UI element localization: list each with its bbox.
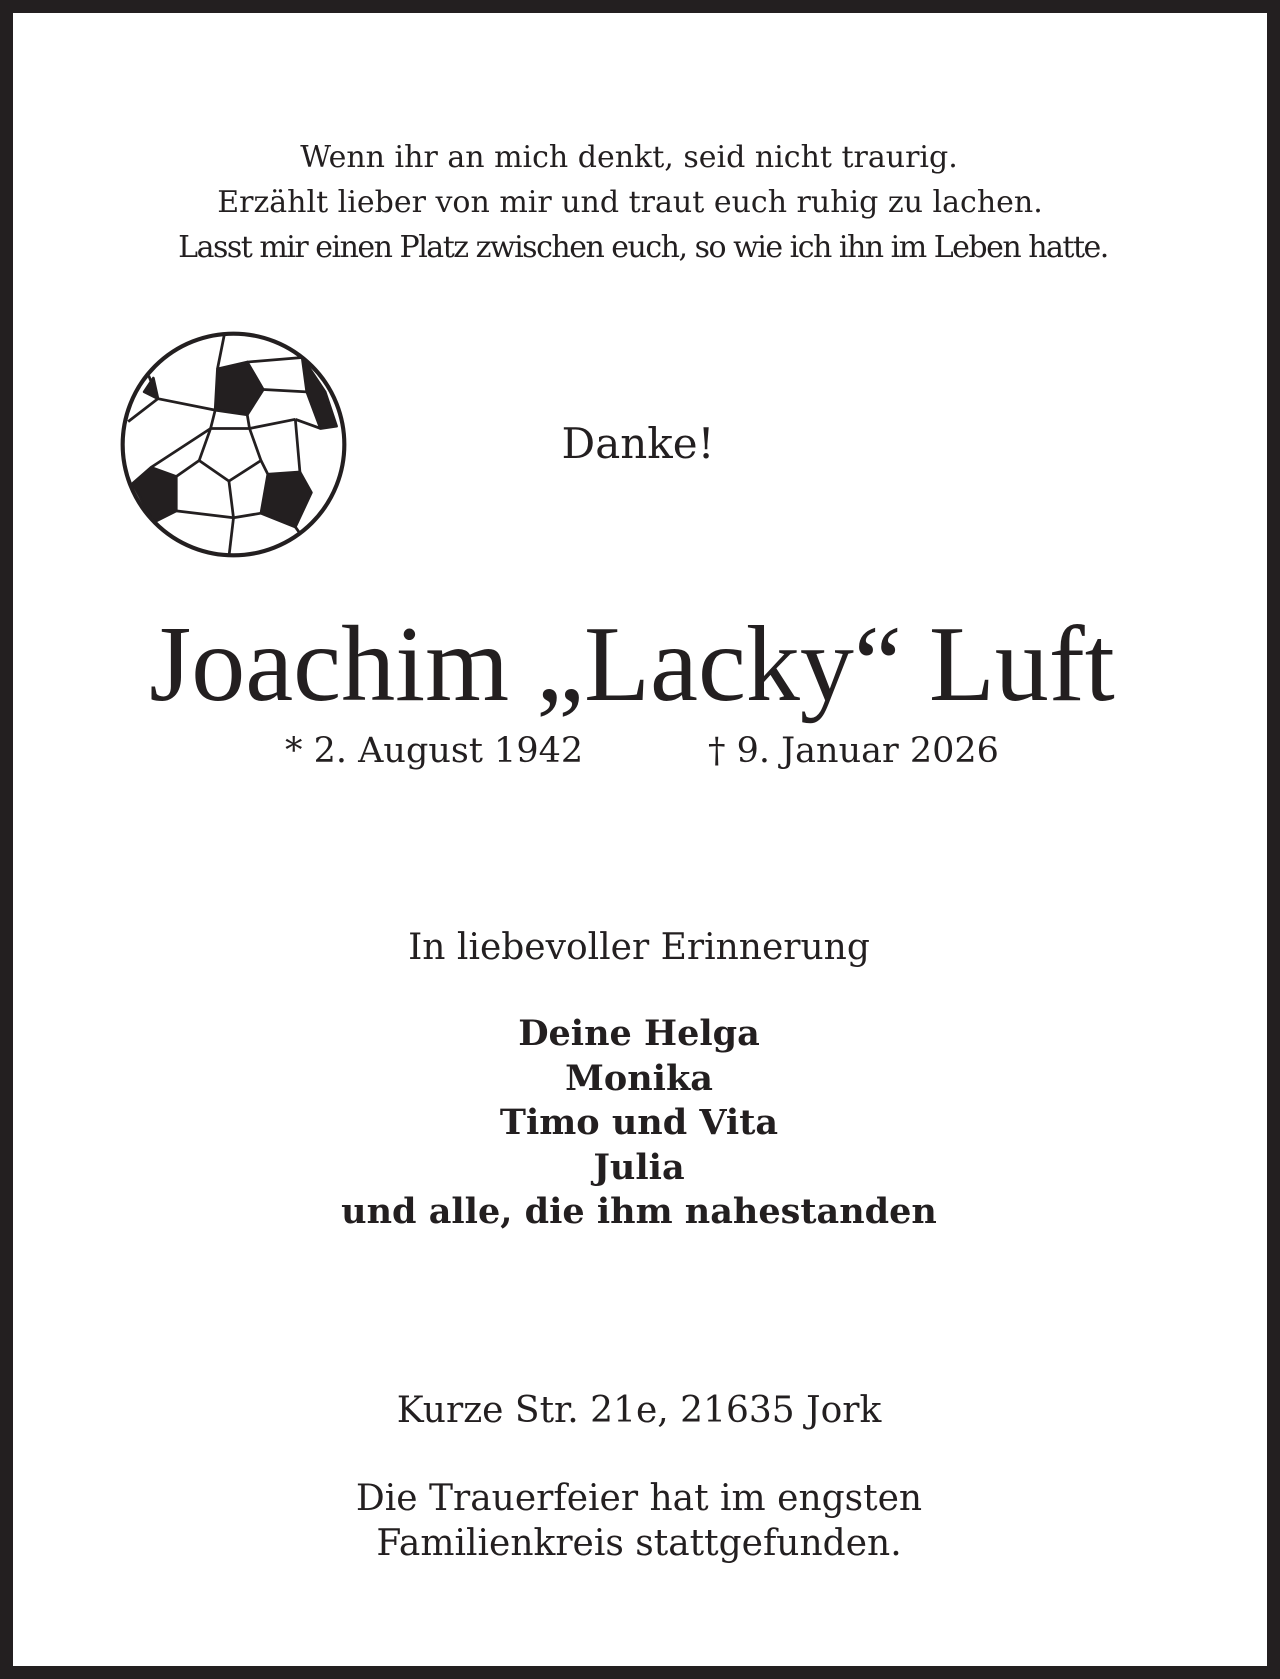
poem-line-2: Erzählt lieber von mir und traut euch ruhig zu lachen. [217, 185, 1043, 220]
deceased-name: Joachim „Lacky“ Luft [149, 605, 1115, 724]
mourner-name: Deine Helga [518, 1013, 760, 1054]
ceremony-note [12, 1476, 1266, 1566]
memory-line: In liebevoller Erinnerung [408, 927, 870, 968]
poem-line-3: Lasst mir einen Platz zwischen euch, so wie ich ihn im Leben hatte. [178, 230, 1108, 265]
mourner-name: und alle, die ihm nahestanden [341, 1191, 937, 1232]
death-date: † 9. Januar 2026 [708, 731, 999, 771]
ceremony-line-1: Die Trauerfeier hat im engsten [355, 1478, 923, 1519]
life-dates [13, 729, 1267, 773]
address: Kurze Str. 21e, 21635 Jork [396, 1390, 882, 1431]
birth-date: * 2. August 1942 [285, 731, 584, 771]
poem-line-1: Wenn ihr an mich denkt, seid nicht traurig. [300, 140, 958, 175]
mourner-name: Timo und Vita [499, 1102, 779, 1143]
thanks-heading: Danke! [561, 419, 715, 468]
ceremony-line-2: Familienkreis stattgefunden. [376, 1523, 902, 1564]
mourner-name: Julia [593, 1146, 685, 1188]
mourners-list [12, 1012, 1266, 1235]
mourner-name: Monika [565, 1057, 713, 1099]
